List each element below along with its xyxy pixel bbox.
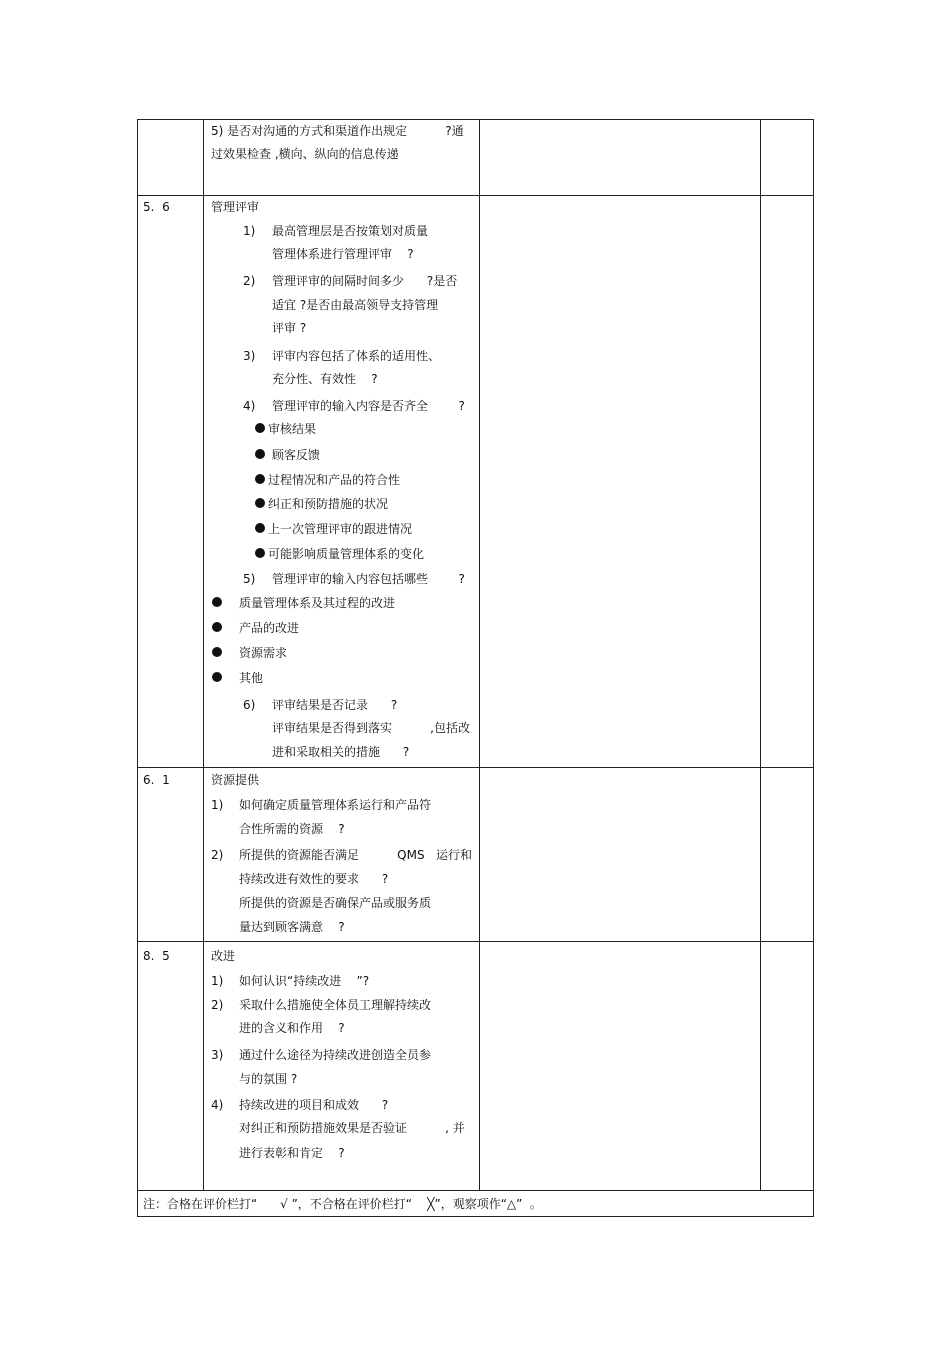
bullet-icon	[255, 423, 265, 433]
item-text: 合性所需的资源 ?	[239, 822, 345, 836]
item-text: 进和采取相关的措施 ?	[272, 745, 410, 759]
item-text: 5) 是否对沟通的方式和渠道作出规定 ?通	[211, 124, 464, 138]
item-text: 量达到顾客满意 ?	[239, 920, 345, 934]
item-text: 如何认识“持续改进 ”?	[239, 974, 370, 988]
bullet-icon	[255, 474, 265, 484]
item-number: 5)	[243, 572, 256, 586]
item-text: 与的氛围 ?	[239, 1072, 298, 1086]
column-divider-1	[203, 119, 204, 1190]
evaluation-legend-note: 注：合格在评价栏打“ √ ”，不合格在评价栏打“ ╳”，观察项作“△” 。	[143, 1197, 542, 1211]
item-number: 2)	[211, 998, 224, 1012]
bullet-text: 上一次管理评审的跟进情况	[268, 522, 413, 536]
item-text: 如何确定质量管理体系运行和产品符	[239, 798, 432, 812]
item-text: 最高管理层是否按策划对质量	[272, 224, 429, 238]
bullet-text: 资源需求	[239, 646, 288, 660]
table-border-bottom	[137, 1216, 814, 1217]
bullet-text: 质量管理体系及其过程的改进	[239, 596, 396, 610]
bullet-text: 顾客反馈	[268, 448, 320, 462]
item-text: 所提供的资源是否确保产品或服务质	[239, 896, 432, 910]
bullet-icon	[212, 672, 222, 682]
bullet-icon	[212, 597, 222, 607]
item-text: 管理评审的输入内容是否齐全 ?	[272, 399, 465, 413]
item-text: 对纠正和预防措施效果是否验证 , 并	[239, 1121, 465, 1135]
row-divider-2	[137, 767, 814, 768]
item-text: 适宜 ?是否由最高领导支持管理	[272, 298, 439, 312]
bullet-icon	[212, 622, 222, 632]
item-text: 过效果检查 ,横向、纵向的信息传递	[211, 147, 399, 161]
item-text: 管理评审的间隔时间多少 ?是否	[272, 274, 458, 288]
row-divider-3	[137, 941, 814, 942]
table-border-left	[137, 119, 138, 1217]
item-text: 评审结果是否得到落实 ,包括改	[272, 721, 470, 735]
section-title: 改进	[211, 949, 236, 963]
item-number: 4)	[211, 1098, 224, 1112]
item-text: 进行表彰和肯定 ?	[239, 1146, 345, 1160]
item-text: 管理体系进行管理评审 ?	[272, 247, 414, 261]
section-title: 资源提供	[211, 773, 260, 787]
bullet-text: 可能影响质量管理体系的变化	[268, 547, 425, 561]
clause-number: 5. 6	[143, 200, 170, 214]
item-text: 进的含义和作用 ?	[239, 1021, 345, 1035]
bullet-icon	[255, 449, 265, 459]
bullet-icon	[255, 498, 265, 508]
bullet-text: 其他	[239, 671, 264, 685]
item-number: 1)	[243, 224, 256, 238]
section-title: 管理评审	[211, 200, 260, 214]
column-divider-3	[760, 119, 761, 1190]
item-text: 持续改进的项目和成效 ?	[239, 1098, 389, 1112]
item-number: 1)	[211, 798, 224, 812]
item-number: 3)	[243, 349, 256, 363]
item-number: 1)	[211, 974, 224, 988]
item-text: 评审 ?	[272, 321, 307, 335]
bullet-icon	[255, 548, 265, 558]
item-text: 充分性、有效性 ?	[272, 372, 378, 386]
bullet-text: 产品的改进	[239, 621, 300, 635]
audit-checklist-table	[137, 119, 814, 1217]
item-text: 持续改进有效性的要求 ?	[239, 872, 389, 886]
item-number: 3)	[211, 1048, 224, 1062]
table-border-top	[137, 119, 814, 120]
column-divider-2	[479, 119, 480, 1190]
clause-number: 6. 1	[143, 773, 170, 787]
bullet-text: 过程情况和产品的符合性	[268, 473, 401, 487]
item-text: 所提供的资源能否满足 QMS 运行和	[239, 848, 473, 862]
item-number: 4)	[243, 399, 256, 413]
bullet-text: 纠正和预防措施的状况	[268, 497, 389, 511]
item-number: 2)	[211, 848, 224, 862]
item-text: 评审内容包括了体系的适用性、	[272, 349, 441, 363]
item-number: 6)	[243, 698, 256, 712]
row-divider-1	[137, 195, 814, 196]
item-text: 通过什么途径为持续改进创造全员参	[239, 1048, 432, 1062]
bullet-text: 审核结果	[268, 422, 317, 436]
item-text: 管理评审的输入内容包括哪些 ?	[272, 572, 465, 586]
bullet-icon	[255, 523, 265, 533]
item-text: 评审结果是否记录 ?	[272, 698, 398, 712]
table-border-right	[813, 119, 814, 1217]
bullet-icon	[212, 647, 222, 657]
item-number: 2)	[243, 274, 256, 288]
clause-number: 8. 5	[143, 949, 170, 963]
item-text: 采取什么措施使全体员工理解持续改	[239, 998, 432, 1012]
row-divider-4	[137, 1190, 814, 1191]
